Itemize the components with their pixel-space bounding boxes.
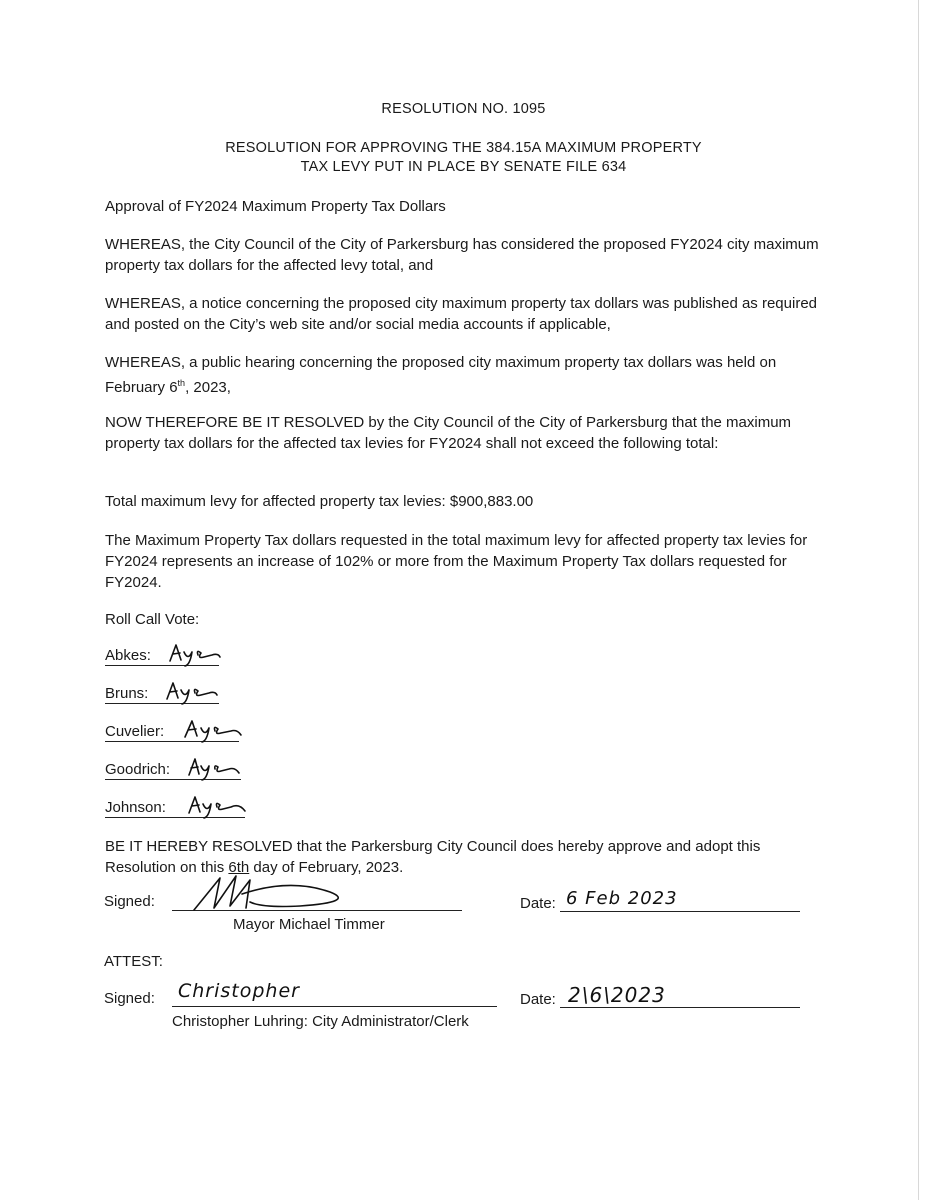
vote-name: Cuvelier: (105, 723, 165, 740)
handwritten-aye-vote (165, 679, 221, 705)
mayor-date-handwritten: 6 Feb 2023 (566, 888, 678, 909)
attest-label: ATTEST: (104, 953, 163, 970)
clerk-date-label: Date: (520, 991, 556, 1008)
whereas-notice: WHEREAS, a notice concerning the proposed city maximum property tax dollars was published as required and posted on the City’s web site and/or social media accounts if applicable, (105, 295, 818, 333)
increase-statement: The Maximum Property Tax dollars requested in the total maximum levy for affected property tax levies for FY2024 represents an increase of 102% or more from the Maximum Property Tax dollars requested for FY2024. (105, 532, 808, 591)
vote-johnson (105, 799, 245, 821)
clerk-signed-label: Signed: (104, 990, 155, 1007)
adoption-day: 6th (228, 859, 250, 876)
vote-name: Goodrich: (105, 761, 171, 778)
resolution-title-line2: TAX LEVY PUT IN PLACE BY SENATE FILE 634 (300, 159, 627, 175)
roll-call-heading: Roll Call Vote: (105, 611, 200, 628)
mayor-signature (180, 872, 380, 914)
mayor-name: Mayor Michael Timmer (233, 916, 385, 933)
scan-edge (918, 0, 919, 1200)
vote-goodrich (105, 761, 241, 783)
handwritten-aye-vote (187, 755, 243, 781)
whereas-hearing (105, 352, 825, 398)
vote-name: Johnson: (105, 799, 166, 816)
resolution-title-line1: RESOLUTION FOR APPROVING THE 384.15A MAXIMUM PROPERTY (225, 140, 702, 156)
handwritten-aye-vote (183, 717, 243, 743)
mayor-date-line (560, 911, 800, 912)
vote-cuvelier (105, 723, 239, 745)
vote-abkes (105, 647, 219, 669)
whereas-hearing-text: WHEREAS, a public hearing concerning the proposed city maximum property tax dollars was held on February 6 (105, 354, 777, 396)
adoption-month: day of February, 2023. (249, 859, 404, 876)
whereas-consideration: WHEREAS, the City Council of the City of Parkersburg has considered the proposed FY2024 city maximum property tax dollars for the affected levy total, and (105, 236, 819, 274)
whereas-hearing-year: , 2023, (185, 379, 231, 396)
resolution-number: RESOLUTION NO. 1095 (381, 101, 546, 117)
mayor-date-label: Date: (520, 895, 556, 912)
vote-name: Abkes: (105, 647, 151, 664)
adoption-text: BE IT HEREBY RESOLVED that the Parkersburg City Council does hereby approve and adopt this Resolution on this (105, 838, 761, 876)
vote-name: Bruns: (105, 685, 149, 702)
clerk-date-line (560, 1007, 800, 1008)
clerk-signature: Christopher (178, 980, 300, 1002)
resolved-clause: NOW THEREFORE BE IT RESOLVED by the City Council of the City of Parkersburg that the maximum property tax dollars for the affected tax levies for FY2024 shall not exceed the following total: (105, 414, 792, 452)
clerk-signature-line (172, 1006, 497, 1007)
vote-bruns (105, 685, 219, 707)
total-levy: Total maximum levy for affected property tax levies: $900,883.00 (105, 493, 534, 510)
clerk-name: Christopher Luhring: City Administrator/Clerk (172, 1013, 469, 1030)
ordinal-suffix: th (177, 378, 186, 388)
mayor-signed-label: Signed: (104, 893, 155, 910)
handwritten-aye-vote (187, 793, 249, 819)
resolution-title (0, 139, 927, 177)
approval-line: Approval of FY2024 Maximum Property Tax Dollars (105, 198, 446, 215)
clerk-date-handwritten: 2\6\2023 (568, 983, 666, 1007)
handwritten-aye-vote (168, 641, 224, 667)
